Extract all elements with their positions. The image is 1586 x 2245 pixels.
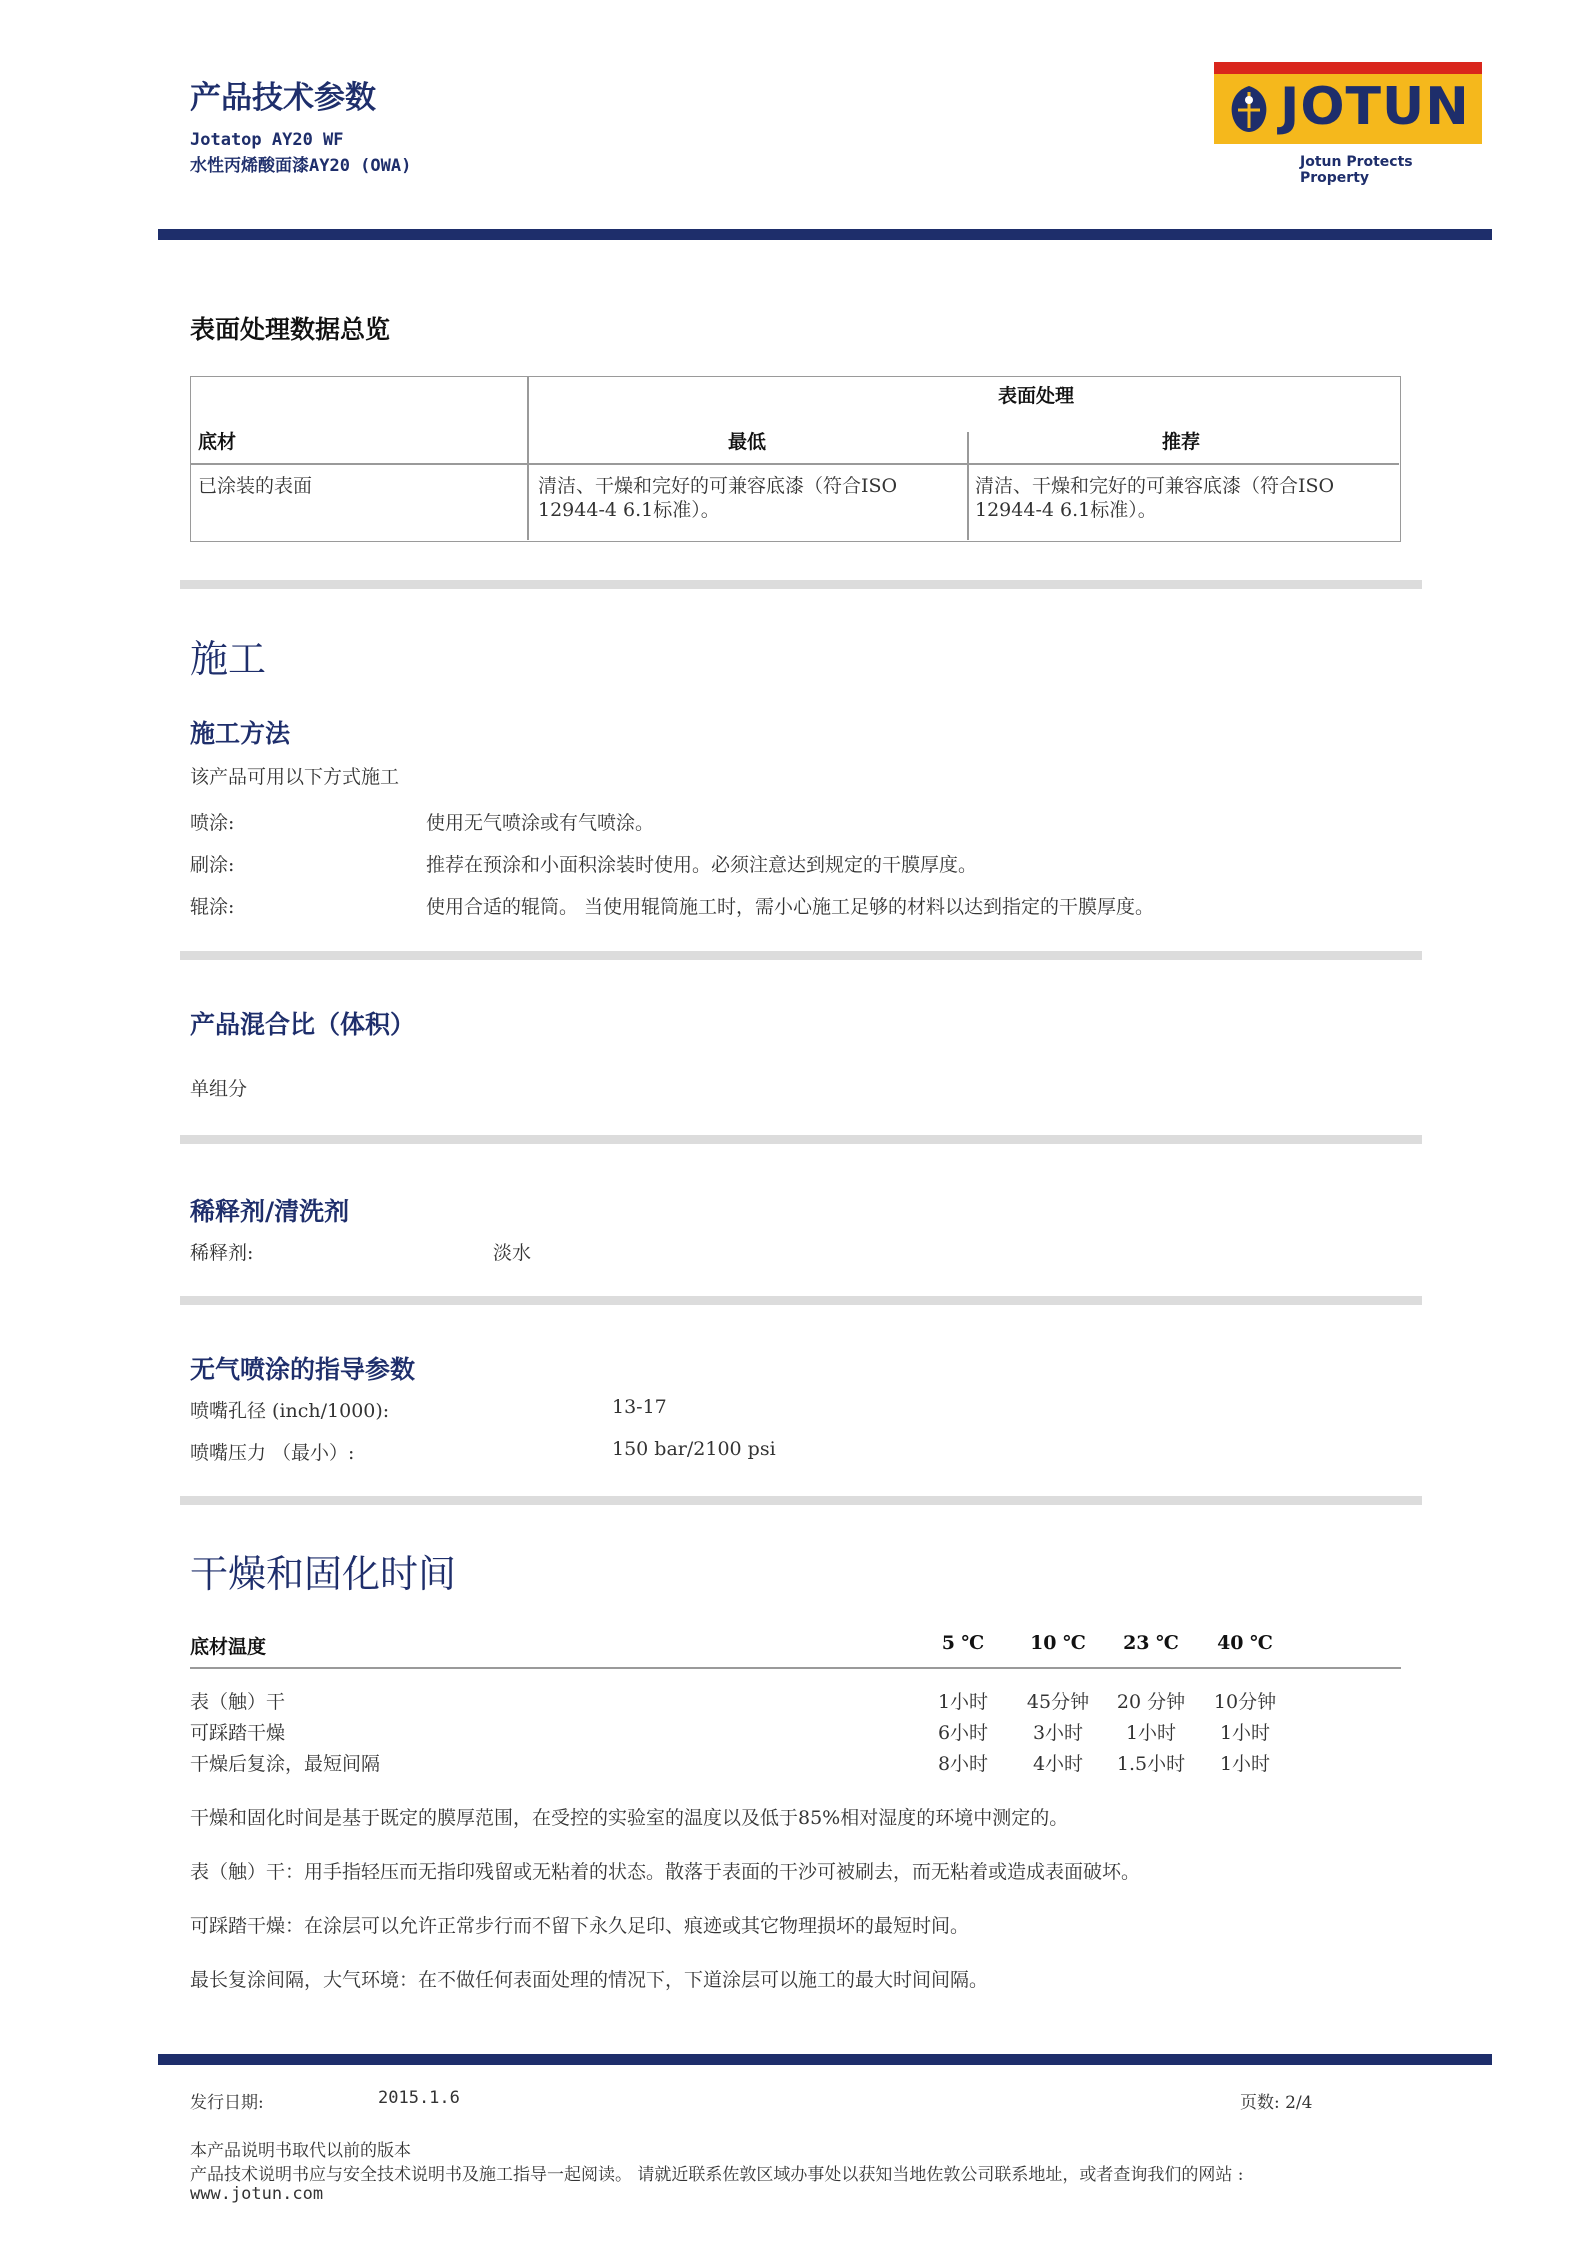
airless-title: 无气喷涂的指导参数 [190, 1355, 416, 1384]
footer-supersede-note: 本产品说明书取代以前的版本 [190, 2141, 411, 2161]
table-header-recommended: 推荐 [1161, 431, 1200, 453]
airless-label: 喷嘴孔径 (inch/1000): [190, 1400, 390, 1422]
table-divider [527, 377, 529, 540]
drying-value: 6小时 [937, 1722, 989, 1744]
airless-label: 喷嘴压力 （最小）: [190, 1442, 355, 1464]
drying-value: 4小时 [1032, 1753, 1084, 1775]
drying-value: 1小时 [1219, 1722, 1271, 1744]
drying-value: 1小时 [1219, 1753, 1271, 1775]
drying-table-rule [190, 1667, 1401, 1669]
surface-prep-heading: 表面处理数据总览 [190, 315, 391, 344]
table-header-substrate: 底材 [198, 431, 237, 453]
issue-date: 2015.1.6 [378, 2088, 460, 2108]
thinner-value: 淡水 [493, 1242, 532, 1264]
drying-note: 可踩踏干燥：在涂层可以允许正常步行而不留下永久足印、痕迹或其它物理损坏的最短时间。 [190, 1915, 970, 1937]
drying-temp-header: 40 ℃ [1217, 1632, 1273, 1654]
application-method-title: 施工方法 [190, 719, 291, 748]
table-header-min: 最低 [727, 431, 766, 453]
section-divider [180, 951, 1422, 960]
website-link[interactable]: www.jotun.com [190, 2184, 324, 2204]
table-cell-recommended: 清洁、干燥和完好的可兼容底漆（符合ISO 12944-4 6.1标准）。 [975, 475, 1335, 521]
drying-row-label: 干燥后复涂，最短间隔 [190, 1753, 381, 1775]
footer-divider [158, 2054, 1492, 2065]
application-intro: 该产品可用以下方式施工 [190, 766, 400, 788]
header-divider [158, 229, 1492, 240]
drying-value: 1小时 [937, 1691, 989, 1713]
mixing-text: 单组分 [190, 1078, 248, 1100]
drying-row-label: 表（触）干 [190, 1691, 286, 1713]
footer-read-note: 产品技术说明书应与安全技术说明书及施工指导一起阅读。 请就近联系佐敦区域办事处以获知当地佐敦公司联系地址，或者查询我们的网站 : [190, 2165, 1244, 2185]
doc-title: 产品技术参数 [190, 80, 376, 116]
drying-value: 45分钟 [1026, 1691, 1090, 1713]
table-group-header: 表面处理 [997, 385, 1074, 407]
section-divider [180, 1135, 1422, 1144]
thinner-label: 稀释剂: [190, 1242, 254, 1264]
drying-value: 20 分钟 [1116, 1691, 1186, 1713]
drying-value: 3小时 [1032, 1722, 1084, 1744]
method-text: 推荐在预涂和小面积涂装时使用。必须注意达到规定的干膜厚度。 [426, 854, 978, 876]
table-cell-substrate: 已涂装的表面 [198, 475, 313, 497]
product-name: 水性丙烯酸面漆AY20 (OWA) [190, 156, 412, 176]
jotun-logo [1214, 62, 1482, 186]
section-divider [180, 1496, 1422, 1505]
drying-title: 干燥和固化时间 [190, 1552, 457, 1596]
drying-value: 10分钟 [1213, 1691, 1277, 1713]
surface-prep-table [190, 376, 1401, 542]
page-number: 页数: 2/4 [1240, 2093, 1313, 2113]
drying-value: 1.5小时 [1116, 1753, 1186, 1775]
airless-value: 13-17 [612, 1396, 667, 1418]
logo-wordmark: JOTUN [1280, 77, 1470, 137]
method-label: 辊涂: [190, 896, 235, 918]
logo-yellow-block [1214, 74, 1482, 144]
drying-note: 最长复涂间隔，大气环境：在不做任何表面处理的情况下，下道涂层可以施工的最大时间间隔。 [190, 1969, 989, 1991]
section-divider [180, 580, 1422, 589]
method-label: 喷涂: [190, 812, 235, 834]
drying-temp-header: 5 ℃ [941, 1632, 985, 1654]
logo-red-stripe [1214, 62, 1482, 74]
method-label: 刷涂: [190, 854, 235, 876]
drying-col-substrate-temp: 底材温度 [190, 1636, 267, 1658]
drying-note: 表（触）干：用手指轻压而无指印残留或无粘着的状态。散落于表面的干沙可被刷去，而无粘着或造成表面破坏。 [190, 1861, 1141, 1883]
application-title: 施工 [190, 637, 267, 681]
section-divider [180, 1296, 1422, 1305]
product-code: Jotatop AY20 WF [190, 130, 344, 150]
table-cell-min: 清洁、干燥和完好的可兼容底漆（符合ISO 12944-4 6.1标准）。 [538, 475, 898, 521]
whale-emblem-icon [1224, 82, 1274, 136]
drying-row-label: 可踩踏干燥 [190, 1722, 286, 1744]
drying-value: 1小时 [1125, 1722, 1177, 1744]
drying-temp-header: 10 ℃ [1030, 1632, 1086, 1654]
logo-tagline: Jotun Protects Property [1300, 154, 1413, 186]
drying-value: 8小时 [937, 1753, 989, 1775]
drying-note: 干燥和固化时间是基于既定的膜厚范围，在受控的实验室的温度以及低于85%相对湿度的环境中测定的。 [190, 1807, 1069, 1829]
table-divider [967, 432, 969, 540]
mixing-title: 产品混合比（体积） [190, 1010, 416, 1039]
drying-temp-header: 23 ℃ [1123, 1632, 1179, 1654]
method-text: 使用合适的辊筒。 当使用辊筒施工时，需小心施工足够的材料以达到指定的干膜厚度。 [426, 896, 1155, 918]
issue-date-label: 发行日期: [190, 2093, 264, 2113]
thinner-title: 稀释剂/清洗剂 [190, 1197, 350, 1226]
method-text: 使用无气喷涂或有气喷涂。 [426, 812, 655, 834]
airless-value: 150 bar/2100 psi [612, 1438, 776, 1460]
table-divider [191, 463, 1399, 465]
